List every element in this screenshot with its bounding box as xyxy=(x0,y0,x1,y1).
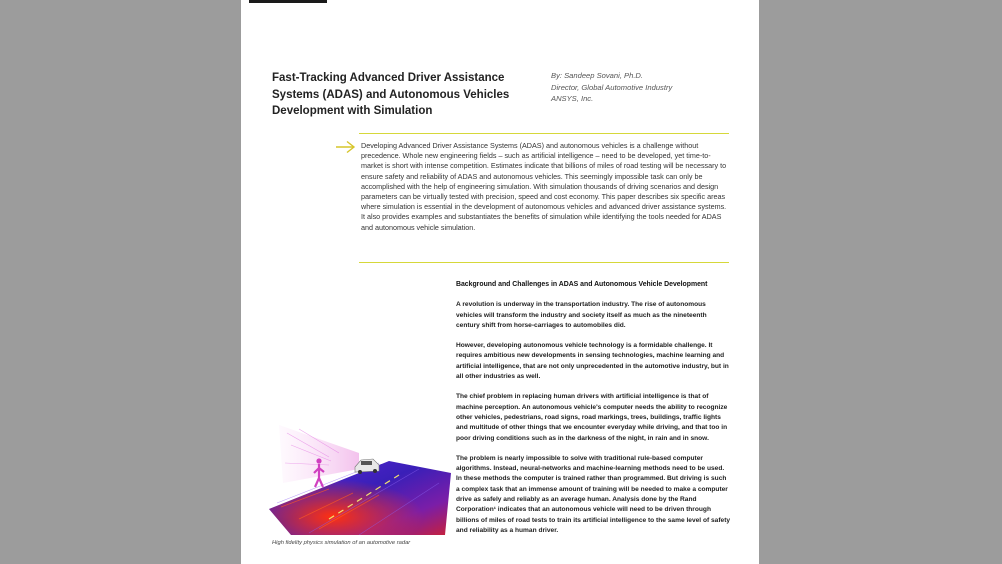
paragraph: However, developing autonomous vehicle technology is a formidable challenge. It requires ambitious new developments in sensing technologies, machine learning and artificial intelligence, that are not only unprecedented in the automotive industry, but in all other industries as well. xyxy=(456,342,729,381)
byline xyxy=(551,70,741,105)
body-column xyxy=(456,280,731,546)
abstract-rule-bottom xyxy=(359,262,729,263)
figure-caption: High fidelity physics simulation of an automotive radar xyxy=(272,540,411,546)
document-page xyxy=(241,0,759,564)
section-heading: Background and Challenges in ADAS and Autonomous Vehicle Development xyxy=(456,281,708,288)
byline-role: Director, Global Automotive Industry xyxy=(551,82,673,92)
paragraph: The chief problem in replacing human drivers with artificial intelligence is that of machine perception. An autonomous vehicle's computer needs the ability to recognize other vehicles, pedestrians, road signs, road markings, trees, buildings, traffic lights and multitude of other things that we encounter everyday while driving, and that too in poor driving conditions such as in the darkness of the night, in rain and in snow. xyxy=(456,393,728,442)
arrow-right-icon xyxy=(335,140,357,154)
byline-company: ANSYS, Inc. xyxy=(551,94,594,103)
byline-author: By: Sandeep Sovani, Ph.D. xyxy=(551,71,644,80)
abstract-rule-top xyxy=(359,133,729,134)
top-bar xyxy=(249,0,327,3)
abstract-text: Developing Advanced Driver Assistance Systems (ADAS) and autonomous vehicles is a challenge without precedence. Whole new engineering fields – such as artificial intelligence – need to be developed, yet time-to-market is short with intense competition. Estimates indicate that billions of miles of road testing will be necessary to ensure safety and reliability of ADAS and autonomous vehicles. This seemingly impossible task can only be accomplished with the help of engineering simulation. With simulation thousands of driving scenarios and design parameters can be virtually tested with precision, speed and cost economy. This paper describes six specific areas where simulation is essential in the development of autonomous vehicles and advanced driver assistance systems. It also provides examples and substantiates the benefits of simulation while identifying the tools needed for ADAS and autonomous vehicle simulation. xyxy=(361,141,727,232)
paragraph: The problem is nearly impossible to solve with traditional rule-based computer algorithms. Instead, neural-networks and machine-learning methods need to be used. In these methods the computer is trained rather than programmed. But driving is such a complex task that an immense amount of training will be needed to make a computer drive as safely and reliably as an average human. Analysis done by the Rand Corporation¹ indicates that an autonomous vehicle will need to be driven through billions of miles of road tests to train its artificial intelligence to the same level of safety and reliability as a human driver. xyxy=(456,454,731,534)
document-title: Fast-Tracking Advanced Driver Assistance Systems (ADAS) and Autonomous Vehicles Development with Simulation xyxy=(272,72,510,117)
radar-simulation-figure xyxy=(269,423,451,535)
abstract-box xyxy=(335,133,729,262)
paragraph: A revolution is underway in the transportation industry. The rise of autonomous vehicles will transform the industry and society itself as much as the nineteenth century shift from horse-carriages to automobiles did. xyxy=(456,301,707,329)
